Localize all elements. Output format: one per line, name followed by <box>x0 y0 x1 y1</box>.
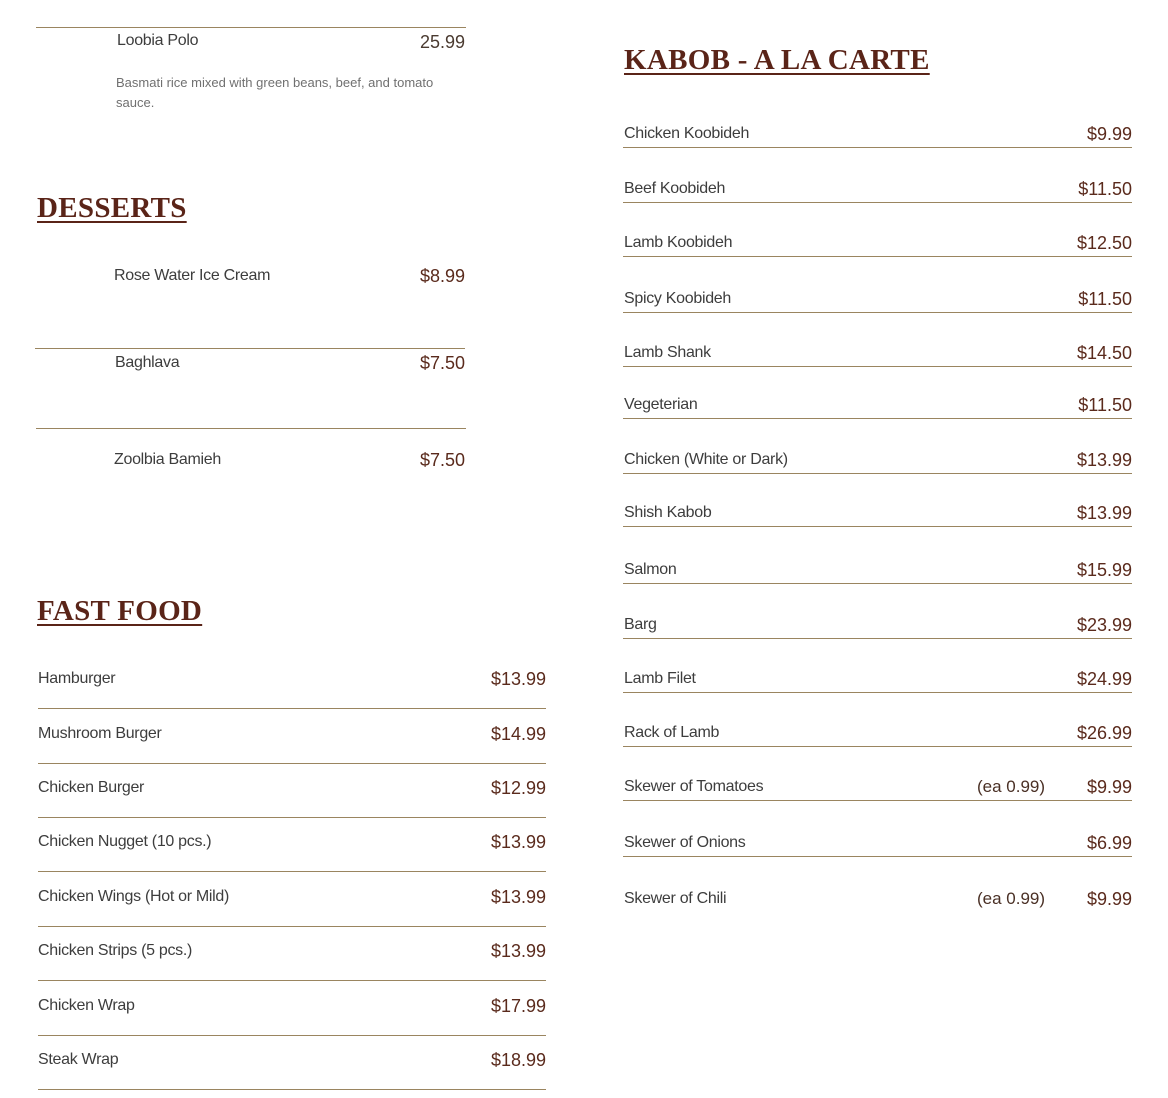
fast-food-item-name: Chicken Wrap <box>38 997 135 1014</box>
dessert-item-price: $8.99 <box>419 266 465 286</box>
fast-food-item-name: Mushroom Burger <box>38 725 162 742</box>
divider <box>623 202 1132 203</box>
divider <box>623 147 1132 148</box>
fast-food-item-name: Chicken Strips (5 pcs.) <box>38 942 193 959</box>
dessert-item-price: $7.50 <box>419 450 465 470</box>
dessert-item-name: Baghlava <box>115 354 180 371</box>
divider <box>38 708 546 709</box>
divider <box>623 856 1132 857</box>
kabob-item-price: $11.50 <box>1078 289 1132 309</box>
divider <box>623 583 1132 584</box>
kabob-item-price: $9.99 <box>1086 124 1132 144</box>
kabob-item-name: Vegeterian <box>624 396 698 413</box>
divider <box>623 473 1132 474</box>
divider <box>38 1089 546 1090</box>
divider <box>623 312 1132 313</box>
fast-food-item-name: Chicken Wings (Hot or Mild) <box>38 888 230 905</box>
kabob-item-name: Chicken Koobideh <box>624 125 750 142</box>
divider <box>623 256 1132 257</box>
dessert-item-price: $7.50 <box>419 353 465 373</box>
kabob-item-price: $6.99 <box>1086 833 1132 853</box>
dessert-item-name: Rose Water Ice Cream <box>114 267 271 284</box>
section-heading-fast-food: FAST FOOD <box>37 595 203 627</box>
divider <box>35 348 465 349</box>
divider <box>623 746 1132 747</box>
divider <box>623 692 1132 693</box>
divider <box>38 1035 546 1036</box>
kabob-item-price: $9.99 <box>1086 889 1132 909</box>
fast-food-item-price: $12.99 <box>490 778 546 798</box>
menu-item-description: Basmati rice mixed with green beans, beef, and tomato sauce. <box>116 75 434 110</box>
kabob-item-note: (ea 0.99) <box>977 889 1046 908</box>
kabob-item-name: Barg <box>624 616 657 633</box>
kabob-item-price: $26.99 <box>1076 723 1132 743</box>
kabob-item-price: $24.99 <box>1076 669 1132 689</box>
kabob-item-name: Skewer of Chili <box>624 890 727 907</box>
dessert-item-name: Zoolbia Bamieh <box>114 451 221 468</box>
menu-item-name: Loobia Polo <box>117 32 199 49</box>
fast-food-item-price: $14.99 <box>490 724 546 744</box>
kabob-item-name: Salmon <box>624 561 677 578</box>
fast-food-item-name: Chicken Burger <box>38 779 145 796</box>
kabob-item-name: Rack of Lamb <box>624 724 720 741</box>
kabob-item-name: Lamb Koobideh <box>624 234 733 251</box>
divider <box>623 638 1132 639</box>
kabob-item-name: Skewer of Onions <box>624 834 746 851</box>
section-heading-kabob: KABOB - A LA CARTE <box>624 44 930 76</box>
kabob-item-name: Lamb Shank <box>624 344 711 361</box>
kabob-item-name: Beef Koobideh <box>624 180 726 197</box>
fast-food-item-price: $13.99 <box>490 941 546 961</box>
divider <box>36 27 466 28</box>
divider <box>38 926 546 927</box>
fast-food-item-name: Chicken Nugget (10 pcs.) <box>38 833 212 850</box>
fast-food-item-name: Hamburger <box>38 670 116 687</box>
divider <box>38 817 546 818</box>
section-heading-desserts: DESSERTS <box>37 192 187 224</box>
kabob-item-price: $13.99 <box>1076 503 1132 523</box>
divider <box>38 871 546 872</box>
fast-food-item-price: $13.99 <box>490 832 546 852</box>
kabob-item-note: (ea 0.99) <box>977 777 1046 796</box>
fast-food-item-name: Steak Wrap <box>38 1051 119 1068</box>
kabob-item-price: $13.99 <box>1076 450 1132 470</box>
kabob-item-name: Lamb Filet <box>624 670 696 687</box>
divider <box>623 526 1132 527</box>
divider <box>623 800 1132 801</box>
kabob-item-price: $11.50 <box>1078 179 1132 199</box>
kabob-item-name: Spicy Koobideh <box>624 290 731 307</box>
fast-food-item-price: $13.99 <box>490 887 546 907</box>
divider <box>38 980 546 981</box>
divider <box>38 763 546 764</box>
divider <box>623 366 1132 367</box>
kabob-item-price: $23.99 <box>1076 615 1132 635</box>
kabob-item-name: Shish Kabob <box>624 504 712 521</box>
divider <box>623 418 1132 419</box>
kabob-item-price: $11.50 <box>1078 395 1132 415</box>
fast-food-item-price: $13.99 <box>490 669 546 689</box>
kabob-item-name: Chicken (White or Dark) <box>624 451 788 468</box>
fast-food-item-price: $18.99 <box>490 1050 546 1070</box>
kabob-item-name: Skewer of Tomatoes <box>624 778 764 795</box>
kabob-item-price: $9.99 <box>1086 777 1132 797</box>
kabob-item-price: $15.99 <box>1076 560 1132 580</box>
kabob-item-price: $12.50 <box>1076 233 1132 253</box>
menu-item-price: 25.99 <box>419 32 465 52</box>
divider <box>36 428 466 429</box>
fast-food-item-price: $17.99 <box>490 996 546 1016</box>
kabob-item-price: $14.50 <box>1076 343 1132 363</box>
